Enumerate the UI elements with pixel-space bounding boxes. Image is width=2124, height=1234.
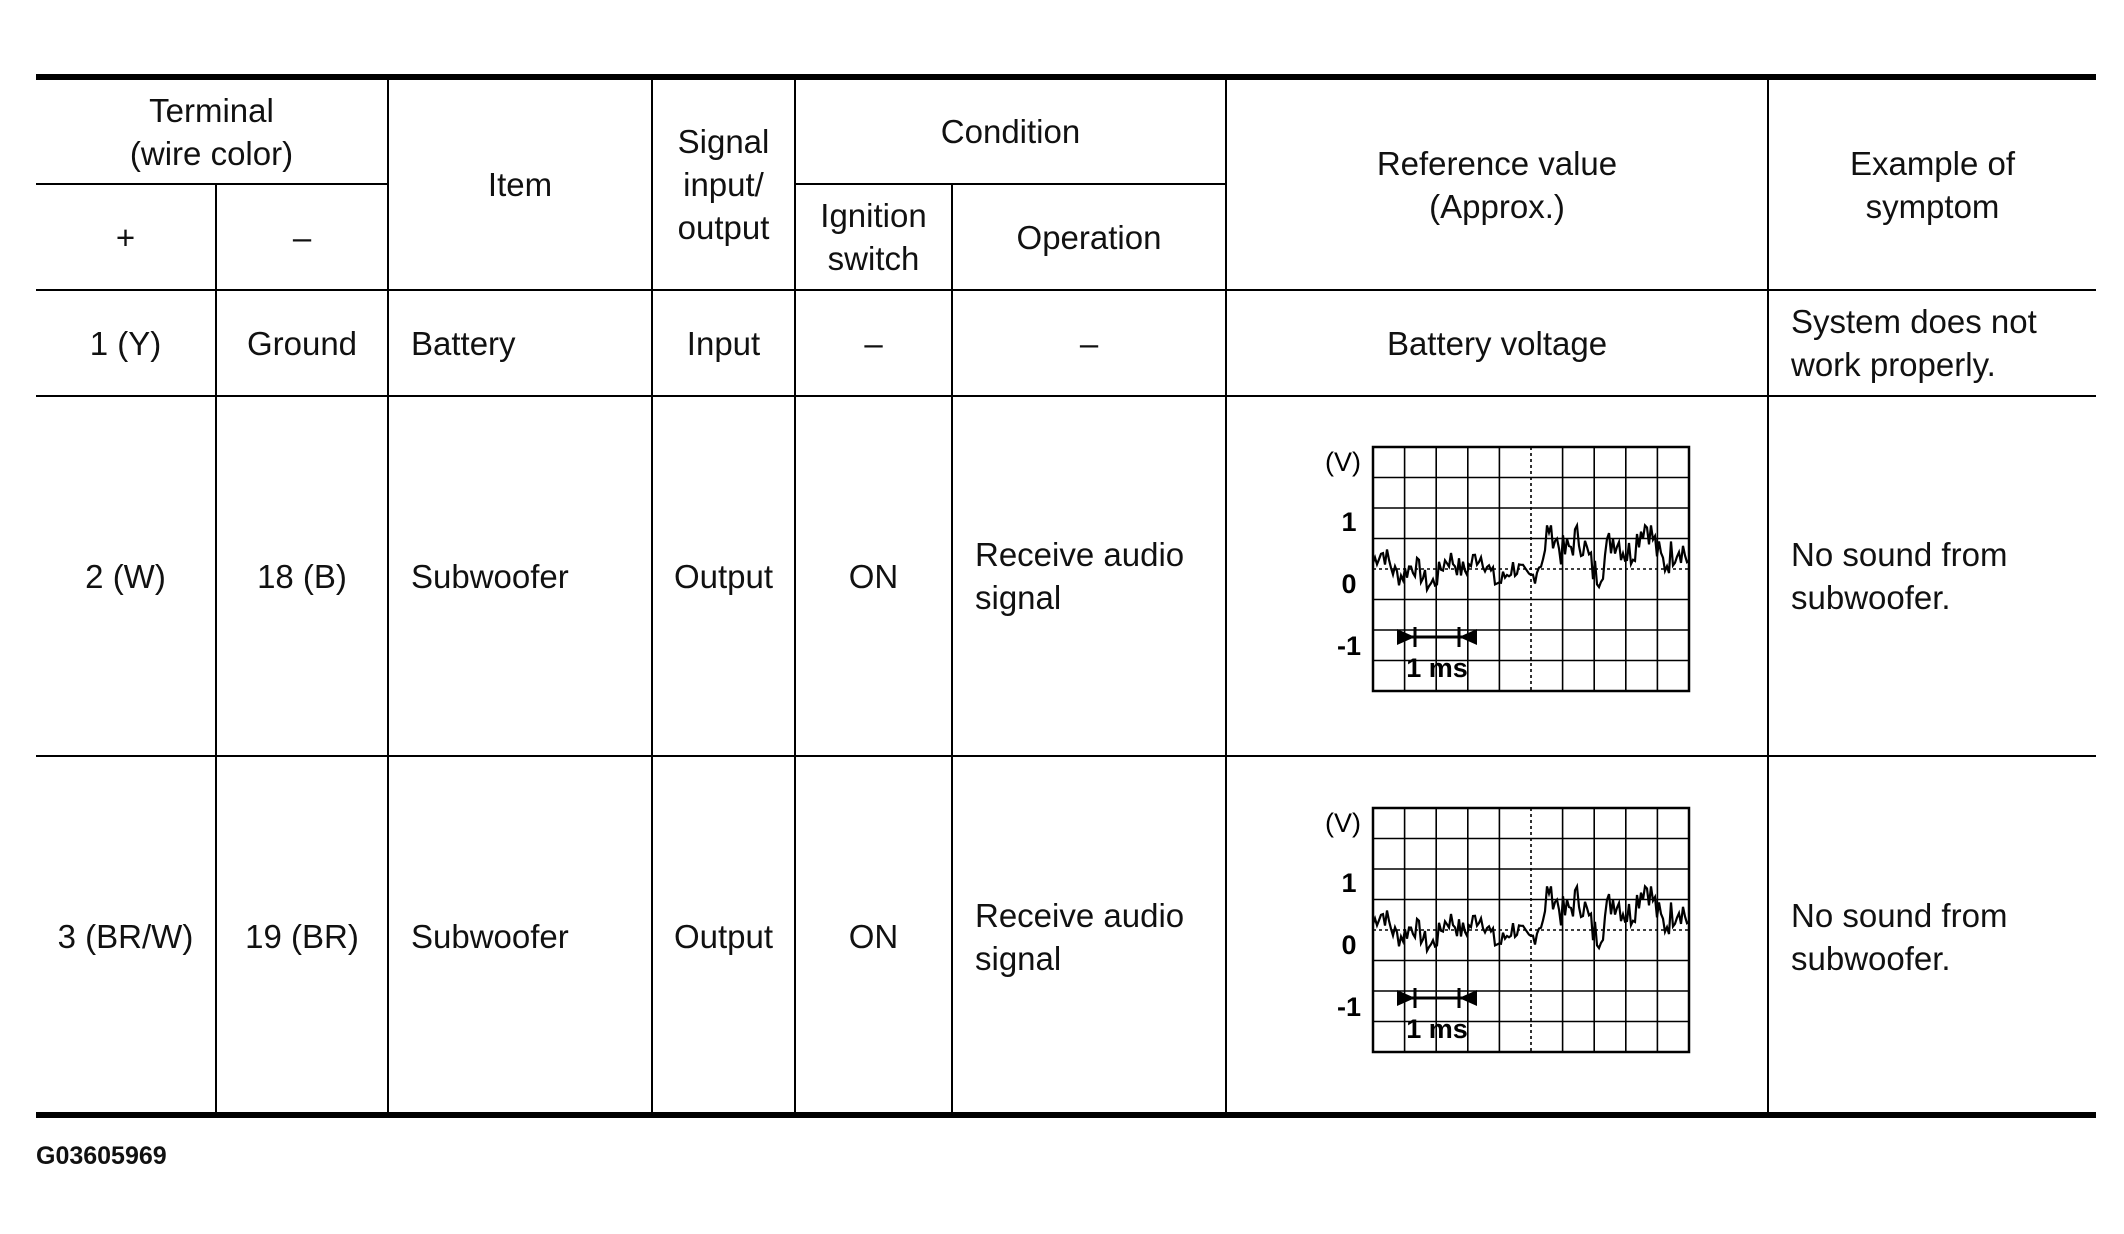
header-operation: Operation (952, 184, 1226, 290)
table-row (36, 756, 2096, 1116)
cell-signal: Output (652, 396, 795, 756)
wave-unit: (V) (1325, 807, 1361, 838)
cell-minus: Ground (216, 290, 388, 396)
wave-unit: (V) (1325, 447, 1361, 477)
cell-plus: 2 (W) (36, 396, 216, 756)
header-signal: Signal input/ output (652, 80, 795, 290)
cell-ignition: – (795, 290, 952, 396)
y-tick-label: 0 (1341, 929, 1357, 960)
table-row (36, 290, 2096, 396)
header-ignition: Ignition switch (795, 184, 952, 290)
cell-operation: Receive audio signal (952, 396, 1226, 756)
cell-symptom: No sound from subwoofer. (1768, 396, 2096, 756)
header-condition: Condition (795, 80, 1226, 184)
y-tick-label: 1 (1341, 867, 1357, 898)
cell-symptom: System does not work properly. (1768, 290, 2096, 396)
oscilloscope-waveform (1297, 431, 1697, 721)
cell-minus: 18 (B) (216, 396, 388, 756)
header-terminal: Terminal (wire color) (36, 80, 388, 184)
cell-reference (1226, 396, 1768, 756)
cell-plus: 3 (BR/W) (36, 756, 216, 1116)
terminal-table (36, 80, 2096, 1116)
y-tick-label: -1 (1336, 631, 1362, 661)
y-tick-label: 1 (1341, 507, 1357, 537)
header-item: Item (388, 80, 652, 290)
table-row (36, 396, 2096, 756)
header-minus: – (216, 184, 388, 290)
cell-symptom: No sound from subwoofer. (1768, 756, 2096, 1116)
oscilloscope-waveform (1297, 792, 1697, 1082)
time-scale-label: 1 ms (1406, 1013, 1468, 1044)
cell-ignition: ON (795, 396, 952, 756)
cell-reference: Battery voltage (1226, 290, 1768, 396)
cell-minus: 19 (BR) (216, 756, 388, 1116)
cell-signal: Input (652, 290, 795, 396)
cell-ignition: ON (795, 756, 952, 1116)
cell-plus: 1 (Y) (36, 290, 216, 396)
header-symptom: Example of symptom (1768, 80, 2096, 290)
header-plus: + (36, 184, 216, 290)
cell-operation: – (952, 290, 1226, 396)
cell-item: Subwoofer (388, 396, 652, 756)
cell-item: Battery (388, 290, 652, 396)
time-scale-label: 1 ms (1406, 653, 1468, 683)
cell-signal: Output (652, 756, 795, 1116)
bottom-rule (36, 1112, 2096, 1118)
cell-operation: Receive audio signal (952, 756, 1226, 1116)
figure-code: G03605969 (36, 1142, 167, 1170)
y-tick-label: 0 (1341, 569, 1357, 599)
header-row-1 (36, 80, 2096, 184)
cell-reference (1226, 756, 1768, 1116)
cell-item: Subwoofer (388, 756, 652, 1116)
header-reference: Reference value (Approx.) (1226, 80, 1768, 290)
y-tick-label: -1 (1336, 991, 1362, 1022)
